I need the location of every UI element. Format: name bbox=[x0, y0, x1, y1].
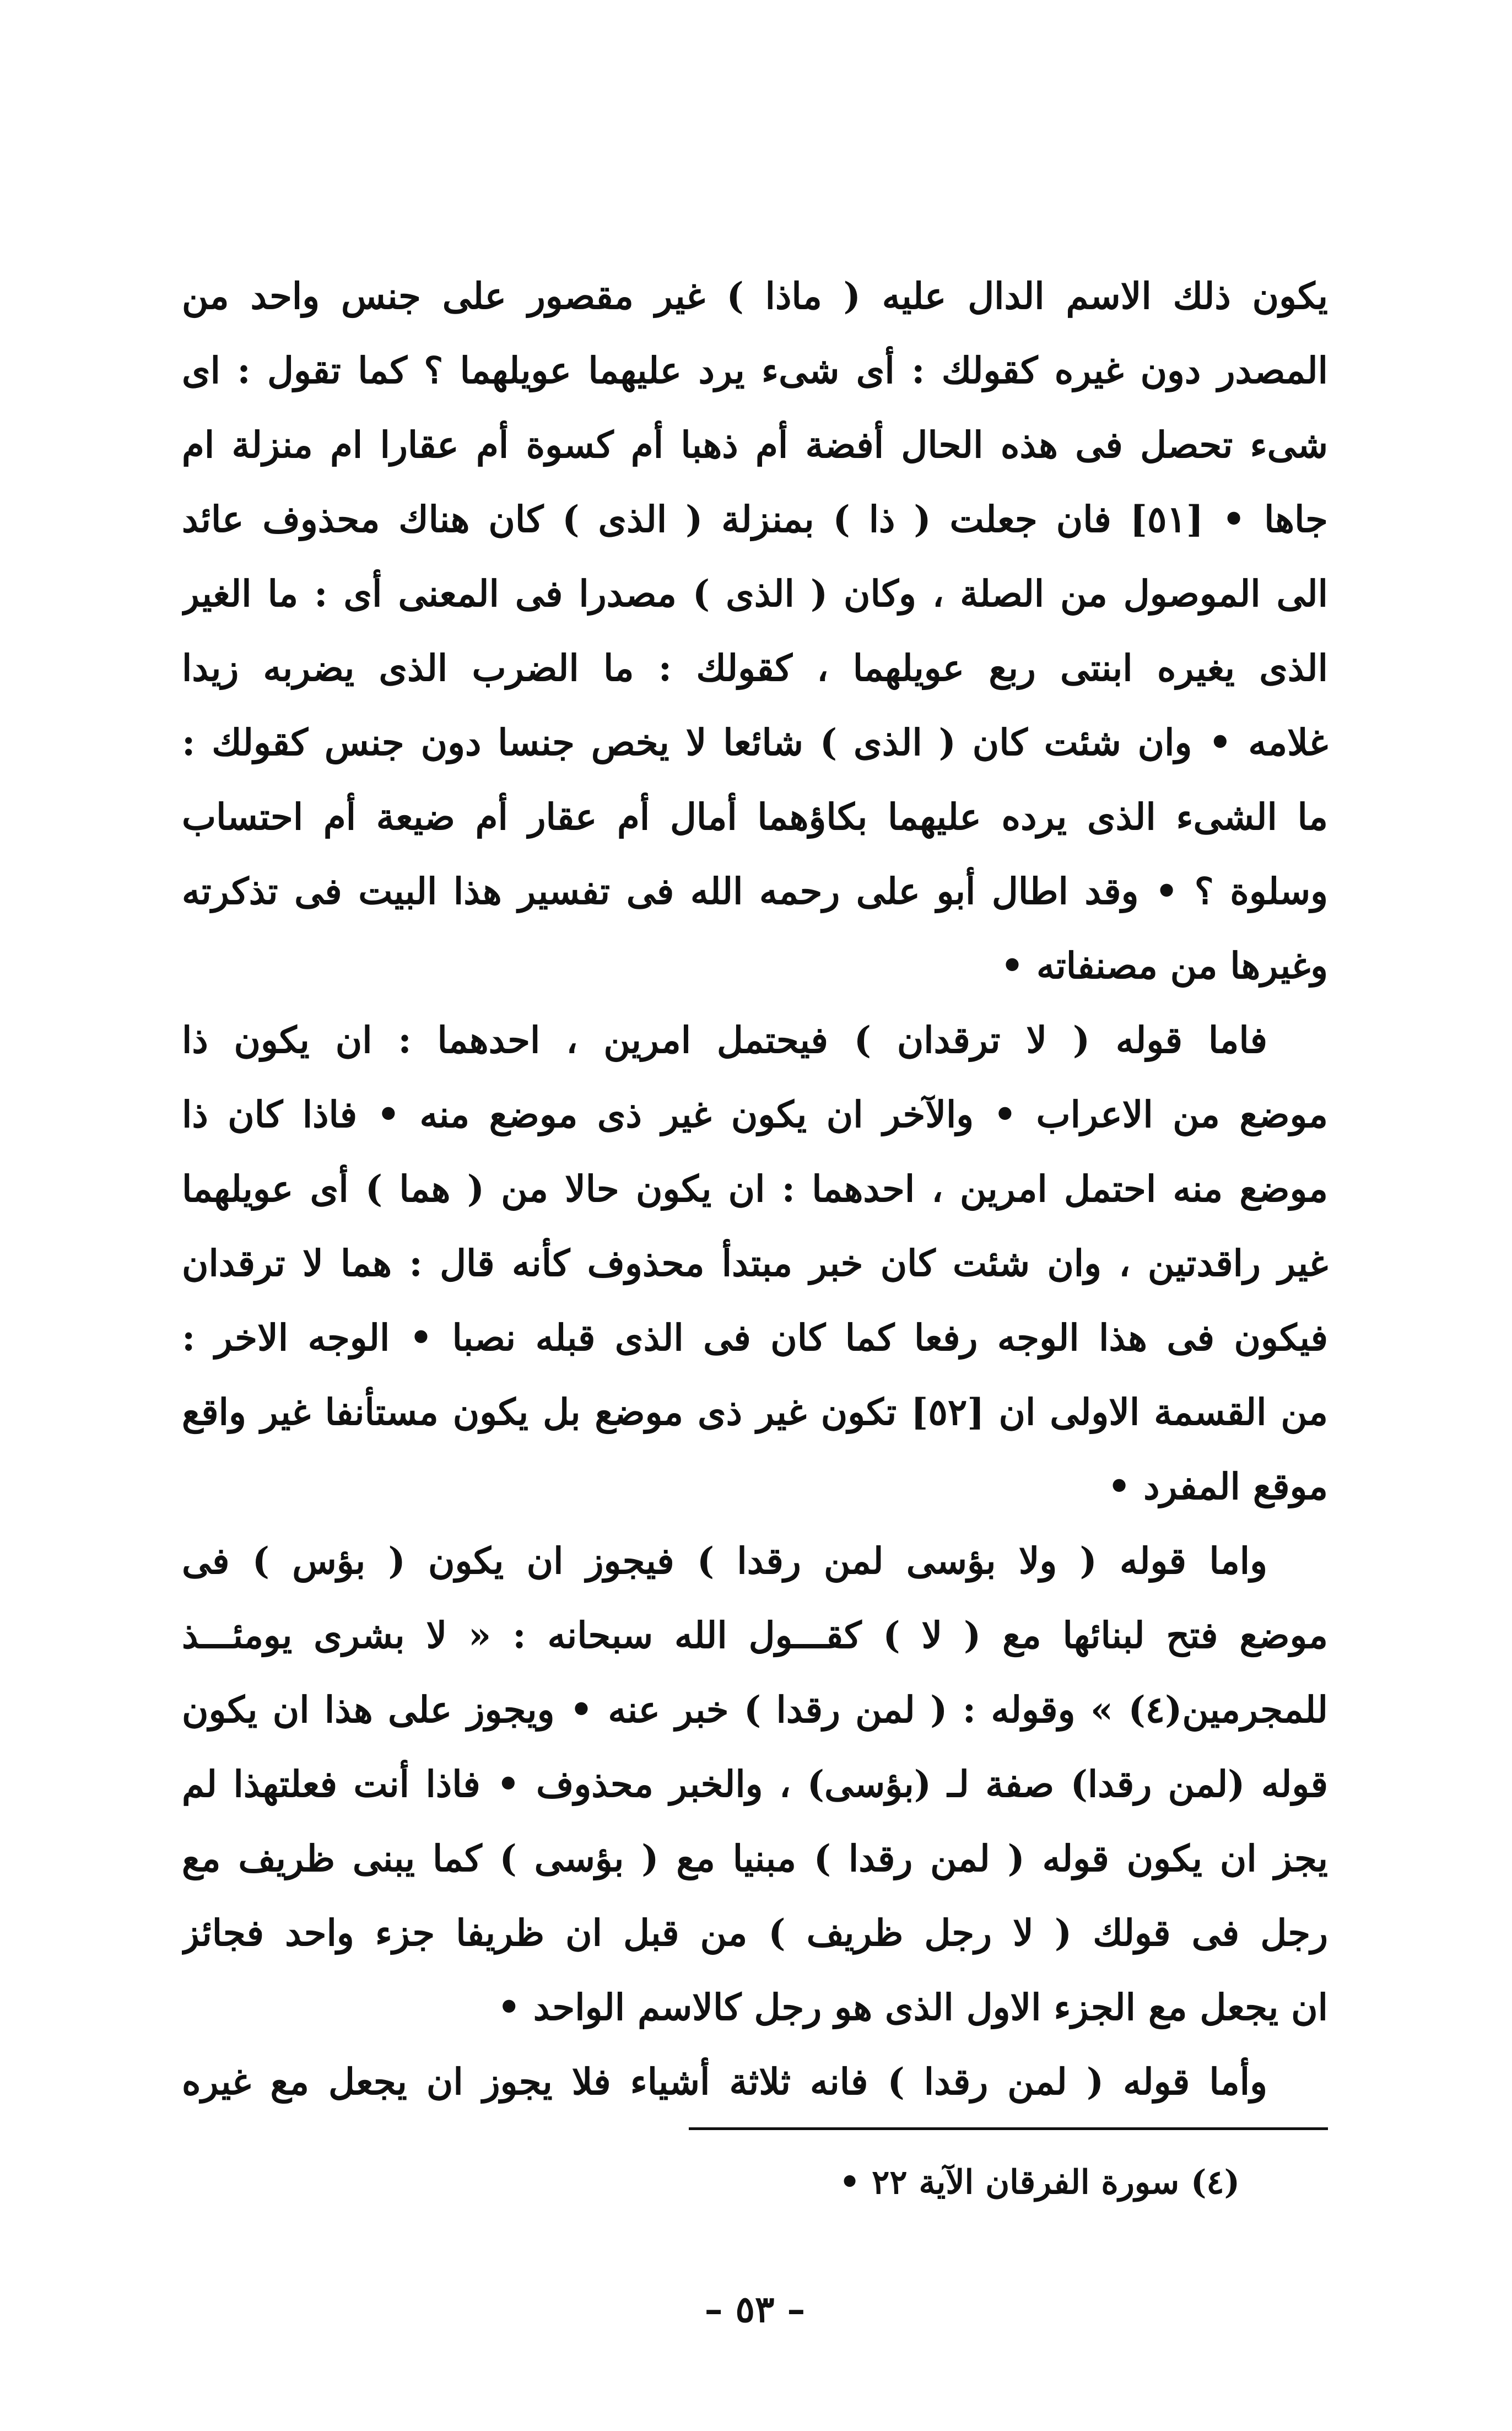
text-line: جاها • [٥١] فان جعلت ( ذا ) بمنزلة ( الذى ) كان هناك محذوف عائد bbox=[182, 498, 1328, 541]
text-line: موضع فتح لبنائها مع ( لا ) كقـــول الله سبحانه : « لا بشرى يومئـــذ bbox=[182, 1614, 1328, 1657]
text-line: واما قوله ( ولا بؤسى لمن رقدا ) فيجوز ان يكون ( بؤس ) فى bbox=[182, 1539, 1267, 1582]
text-line: من القسمة الاولى ان [٥٢] تكون غير ذى موضع بل يكون مستأنفا غير واقع bbox=[182, 1390, 1328, 1433]
text-line: فيكون فى هذا الوجه رفعا كما كان فى الذى قبله نصبا • الوجه الاخر : bbox=[182, 1316, 1328, 1359]
text-line: موقع المفرد • bbox=[1107, 1465, 1328, 1508]
text-line: ان يجعل مع الجزء الاول الذى هو رجل كالاسم الواحد • bbox=[497, 1986, 1328, 2029]
text-line: يجز ان يكون قوله ( لمن رقدا ) مبنيا مع ( بؤسى ) كما يبنى ظريف مع bbox=[182, 1837, 1328, 1880]
text-line: غلامه • وان شئت كان ( الذى ) شائعا لا يخص جنسا دون جنس كقولك : bbox=[182, 721, 1328, 764]
text-line: وغيرها من مصنفاته • bbox=[1000, 944, 1328, 987]
footnote: (٤) سورة الفرقان الآية ٢٢ • bbox=[839, 2163, 1240, 2202]
footnote-divider bbox=[689, 2127, 1328, 2130]
text-line: غير راقدتين ، وان شئت كان خبر مبتدأ محذوف كأنه قال : هما لا ترقدان bbox=[182, 1242, 1328, 1285]
text-line: موضع منه احتمل امرين ، احدهما : ان يكون حالا من ( هما ) أى عويلهما bbox=[182, 1167, 1328, 1210]
text-line: وأما قوله ( لمن رقدا ) فانه ثلاثة أشياء فلا يجوز ان يجعل مع غيره bbox=[182, 2060, 1267, 2103]
text-line: قوله (لمن رقدا) صفة لـ (بؤسى) ، والخبر محذوف • فاذا أنت فعلتهذا لم bbox=[182, 1762, 1328, 1805]
body-text bbox=[182, 259, 1328, 2119]
text-line: المصدر دون غيره كقولك : أى شىء يرد عليهما عويلهما ؟ كما تقول : اى bbox=[182, 349, 1328, 392]
text-line: موضع من الاعراب • والآخر ان يكون غير ذى موضع منه • فاذا كان ذا bbox=[182, 1093, 1328, 1136]
text-line: الى الموصول من الصلة ، وكان ( الذى ) مصدرا فى المعنى أى : ما الغير bbox=[182, 572, 1328, 615]
text-line: فاما قوله ( لا ترقدان ) فيحتمل امرين ، احدهما : ان يكون ذا bbox=[182, 1018, 1267, 1061]
text-line: للمجرمين(٤) » وقوله : ( لمن رقدا ) خبر عنه • ويجوز على هذا ان يكون bbox=[182, 1688, 1328, 1731]
text-line: شىء تحصل فى هذه الحال أفضة أم ذهبا أم كسوة أم عقارا ام منزلة ام bbox=[182, 423, 1328, 466]
text-line: يكون ذلك الاسم الدال عليه ( ماذا ) غير مقصور على جنس واحد من bbox=[182, 274, 1328, 317]
text-line: الذى يغيره ابنتى ربع عويلهما ، كقولك : ما الضرب الذى يضربه زيدا bbox=[182, 646, 1328, 689]
page-number: – ٥٣ – bbox=[704, 2288, 806, 2331]
text-line: وسلوة ؟ • وقد اطال أبو على رحمه الله فى تفسير هذا البيت فى تذكرته bbox=[182, 870, 1328, 913]
text-line: رجل فى قولك ( لا رجل ظريف ) من قبل ان ظريفا جزء واحد فجائز bbox=[182, 1911, 1328, 1954]
text-line: ما الشىء الذى يرده عليهما بكاؤهما أمال أم عقار أم ضيعة أم احتساب bbox=[182, 795, 1328, 838]
